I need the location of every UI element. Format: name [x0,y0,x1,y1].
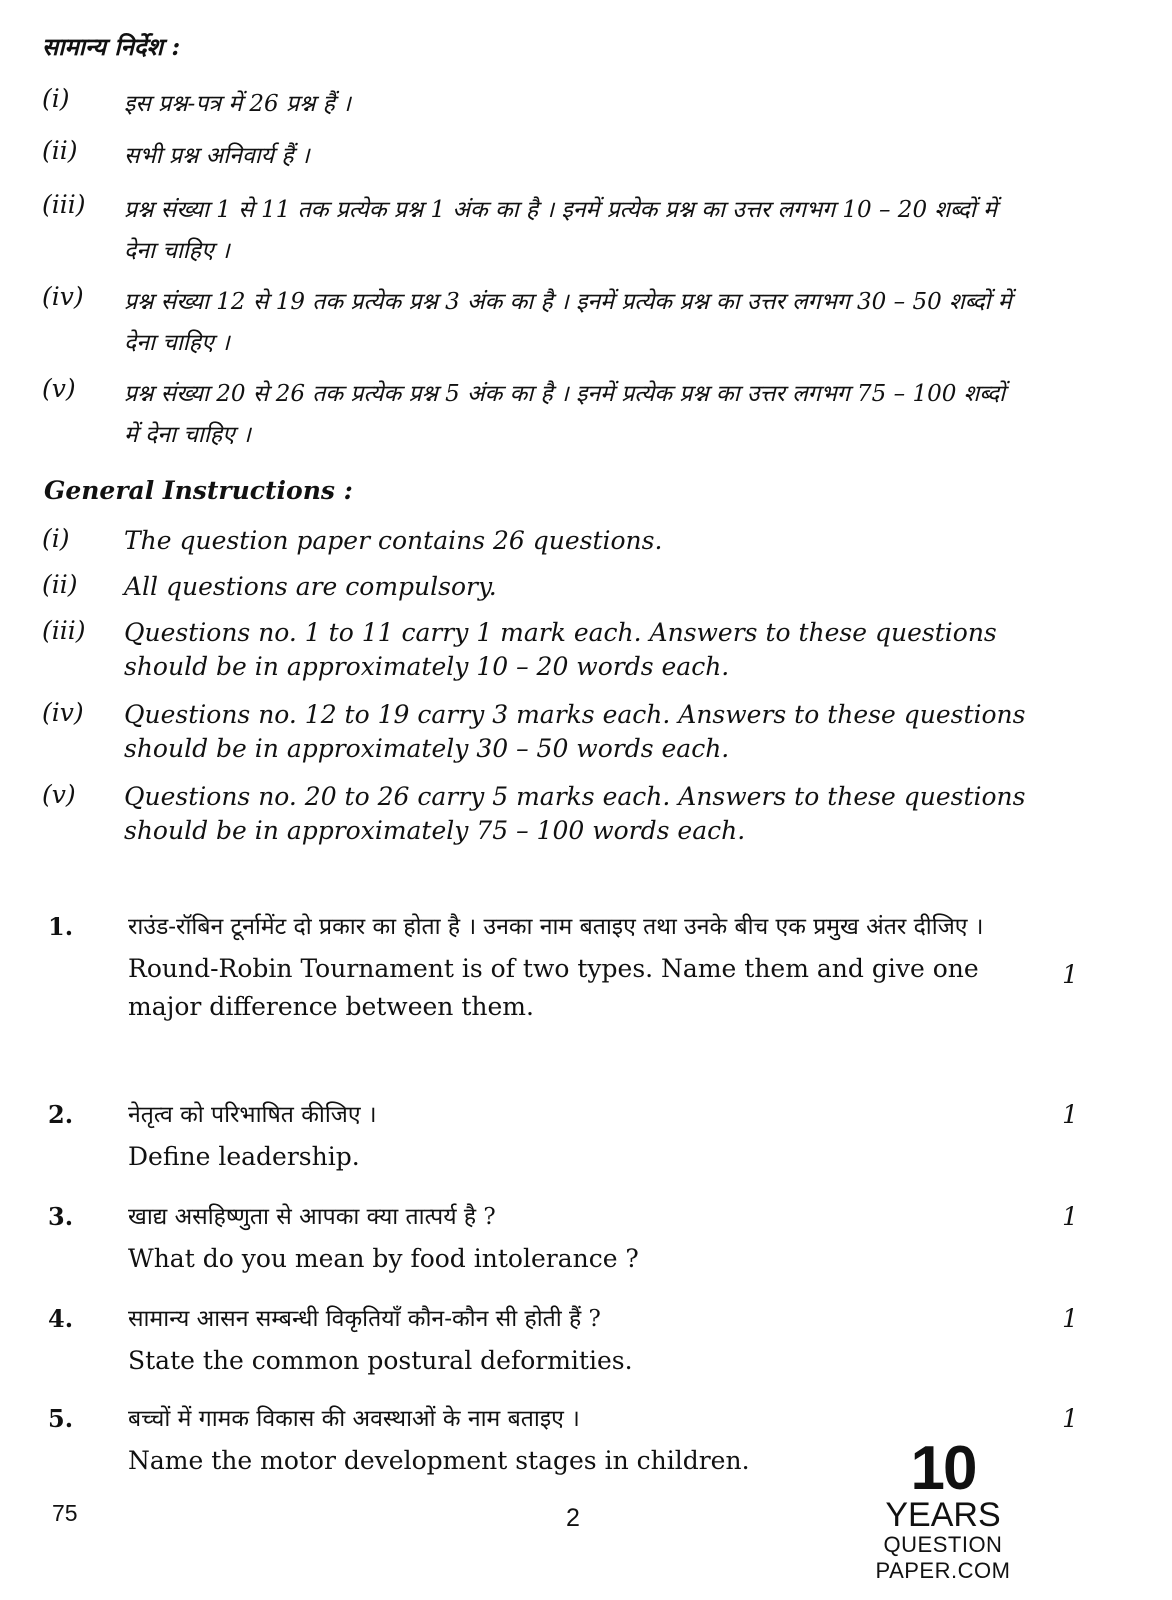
question-number: 1. [48,912,74,941]
question-marks: 1 [1062,1202,1078,1231]
question-text-hindi: नेतृत्व को परिभाषित कीजिए । [128,1102,377,1128]
question-text-hindi: खाद्य असहिष्णुता से आपका क्या तात्पर्य है ? [128,1204,496,1230]
question-text-english: What do you mean by food intolerance ? [128,1244,639,1273]
question-number: 3. [48,1202,74,1231]
question-text-hindi: राउंड-रॉबिन टूर्नामेंट दो प्रकार का होता है । उनका नाम बताइए तथा उनके बीच एक प्रमुख अंतर दीजिए । [128,914,984,940]
hindi-instruction-5: (v) प्रश्न संख्या 20 से 26 तक प्रत्येक प्रश्न 5 अंक का है । इनमें प्रत्येक प्रश्न का उत्तर लगभग 75 – 100 शब्दों में देना चाहिए । [42,374,1006,448]
paper-code: 75 [52,1500,78,1526]
english-instructions-heading: General Instructions : [44,476,353,505]
question-marks: 1 [1062,960,1078,989]
question-marks: 1 [1062,1100,1078,1129]
question-text-english: Round-Robin Tournament is of two types. Name them and give one major difference between them. [128,954,979,1021]
hindi-instruction-1: (i) इस प्रश्न-पत्र में 26 प्रश्न हैं । [42,84,351,117]
hindi-instruction-2: (ii) सभी प्रश्न अनिवार्य हैं । [42,136,310,169]
question-text-english: Define leadership. [128,1142,360,1171]
question-number: 4. [48,1304,74,1333]
question-4 [48,1296,1108,1376]
watermark-site: QUESTION PAPER.COM [875,1532,1011,1583]
question-text-hindi: बच्चों में गामक विकास की अवस्थाओं के नाम बताइए । [128,1406,580,1432]
watermark-number: 10 [910,1434,976,1503]
question-number: 2. [48,1100,74,1129]
english-instruction-1: (i) The question paper contains 26 questions. [42,524,663,555]
question-1 [48,904,1108,1074]
hindi-instruction-4: (iv) प्रश्न संख्या 12 से 19 तक प्रत्येक प्रश्न 3 अंक का है । इनमें प्रत्येक प्रश्न का उत्तर लगभग 30 – 50 शब्दों में देना चाहिए । [42,282,1012,356]
question-text-hindi: सामान्य आसन सम्बन्धी विकृतियाँ कौन-कौन सी होती हैं ? [128,1306,601,1332]
hindi-instruction-3: (iii) प्रश्न संख्या 1 से 11 तक प्रत्येक प्रश्न 1 अंक का है । इनमें प्रत्येक प्रश्न का उत्तर लगभग 10 – 20 शब्दों में देना चाहिए । [42,190,997,264]
english-instruction-2: (ii) All questions are compulsory. [42,570,497,601]
english-instruction-5: (v) Questions no. 20 to 26 carry 5 marks each. Answers to these questions should be in approximately 75 – 100 words each. [42,780,1026,845]
english-instruction-4: (iv) Questions no. 12 to 19 carry 3 marks each. Answers to these questions should be in approximately 30 – 50 words each. [42,698,1026,763]
english-instruction-3: (iii) Questions no. 1 to 11 carry 1 mark each. Answers to these questions should be in approximately 10 – 20 words each. [42,616,997,681]
question-2 [48,1092,1108,1172]
question-text-english: State the common postural deformities. [128,1346,633,1375]
page-number: 2 [566,1504,580,1532]
question-text-english: Name the motor development stages in children. [128,1446,750,1475]
question-marks: 1 [1062,1404,1078,1433]
question-3 [48,1194,1108,1274]
hindi-instructions-heading: सामान्य निर्देश : [42,32,181,61]
watermark-logo [828,1434,1058,1584]
question-marks: 1 [1062,1304,1078,1333]
watermark-word: YEARS [885,1496,1001,1534]
question-number: 5. [48,1404,74,1433]
